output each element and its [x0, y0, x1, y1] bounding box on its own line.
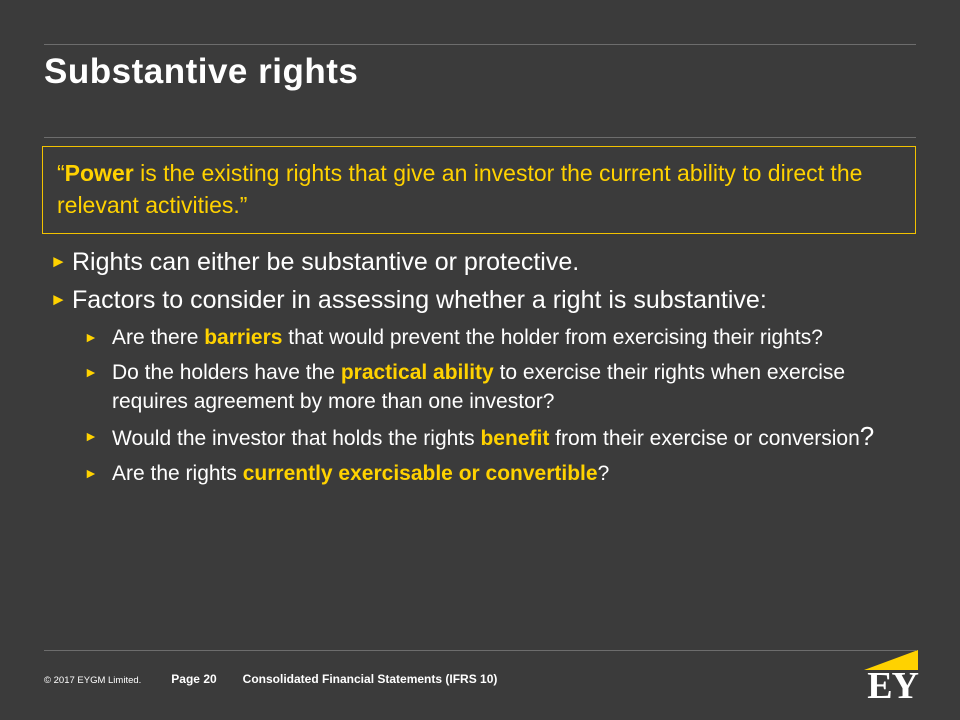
sub-bullet-item-2: [44, 358, 924, 416]
sub-bullet-tail: ?: [859, 421, 875, 451]
ey-logo: [832, 650, 918, 707]
sub-bullet-marker-icon: ►: [84, 329, 98, 345]
quote-open: “: [57, 160, 65, 186]
sub-bullet-highlight: currently exercisable or convertible: [242, 462, 598, 485]
bullet-item-1: [44, 245, 924, 279]
sub-bullet-text: [112, 358, 924, 416]
sub-bullet-highlight: barriers: [204, 326, 283, 349]
sub-bullet-pre: Are the rights: [112, 462, 243, 485]
bullet-marker-icon: ►: [50, 252, 67, 271]
quote-text: is the existing rights that give an investor the current ability to direct the relevant activities.”: [57, 160, 863, 218]
sub-bullet-text: [112, 459, 924, 488]
sub-bullet-pre: Are there: [112, 326, 205, 349]
title-divider-top: [44, 44, 916, 45]
logo-text: EY: [867, 665, 918, 707]
title-divider-bottom: [44, 137, 916, 138]
sub-bullet-item-3: [44, 422, 924, 453]
sub-bullet-post: ?: [597, 462, 610, 485]
sub-bullet-list: [44, 323, 924, 488]
sub-bullet-marker-icon: ►: [84, 465, 98, 481]
content-body: [44, 245, 924, 494]
copyright-text: © 2017 EYGM Limited.: [44, 675, 142, 686]
bullet-item-2: [44, 283, 924, 317]
quote-bold-term: Power: [64, 160, 134, 186]
footer-divider: [44, 650, 916, 651]
sub-bullet-marker-icon: ►: [84, 364, 98, 380]
sub-bullet-item-1: [44, 323, 924, 352]
bullet-marker-icon: ►: [50, 290, 67, 309]
deck-title: Consolidated Financial Statements (IFRS 10): [242, 672, 498, 686]
sub-bullet-highlight: practical ability: [340, 361, 494, 384]
bullet-text: Factors to consider in assessing whether a right is substantive:: [72, 286, 767, 314]
page-title: Substantive rights: [44, 52, 359, 91]
sub-bullet-post: that would prevent the holder from exercising their rights?: [282, 326, 823, 349]
sub-bullet-item-4: [44, 459, 924, 488]
sub-bullet-post: to exercise their rights when exercise requires agreement by more than one investor?: [112, 361, 846, 413]
sub-bullet-highlight: benefit: [480, 427, 550, 450]
footer: [44, 672, 744, 686]
sub-bullet-marker-icon: ►: [84, 428, 98, 444]
sub-bullet-text: [112, 422, 924, 453]
sub-bullet-pre: Do the holders have the: [112, 361, 341, 384]
bullet-text: Rights can either be substantive or protective.: [72, 248, 580, 276]
page-number: Page 20: [171, 672, 217, 686]
sub-bullet-post: from their exercise or conversion: [549, 427, 860, 450]
sub-bullet-text: [112, 323, 924, 352]
sub-bullet-pre: Would the investor that holds the rights: [112, 427, 481, 450]
quote-callout: [42, 146, 916, 234]
